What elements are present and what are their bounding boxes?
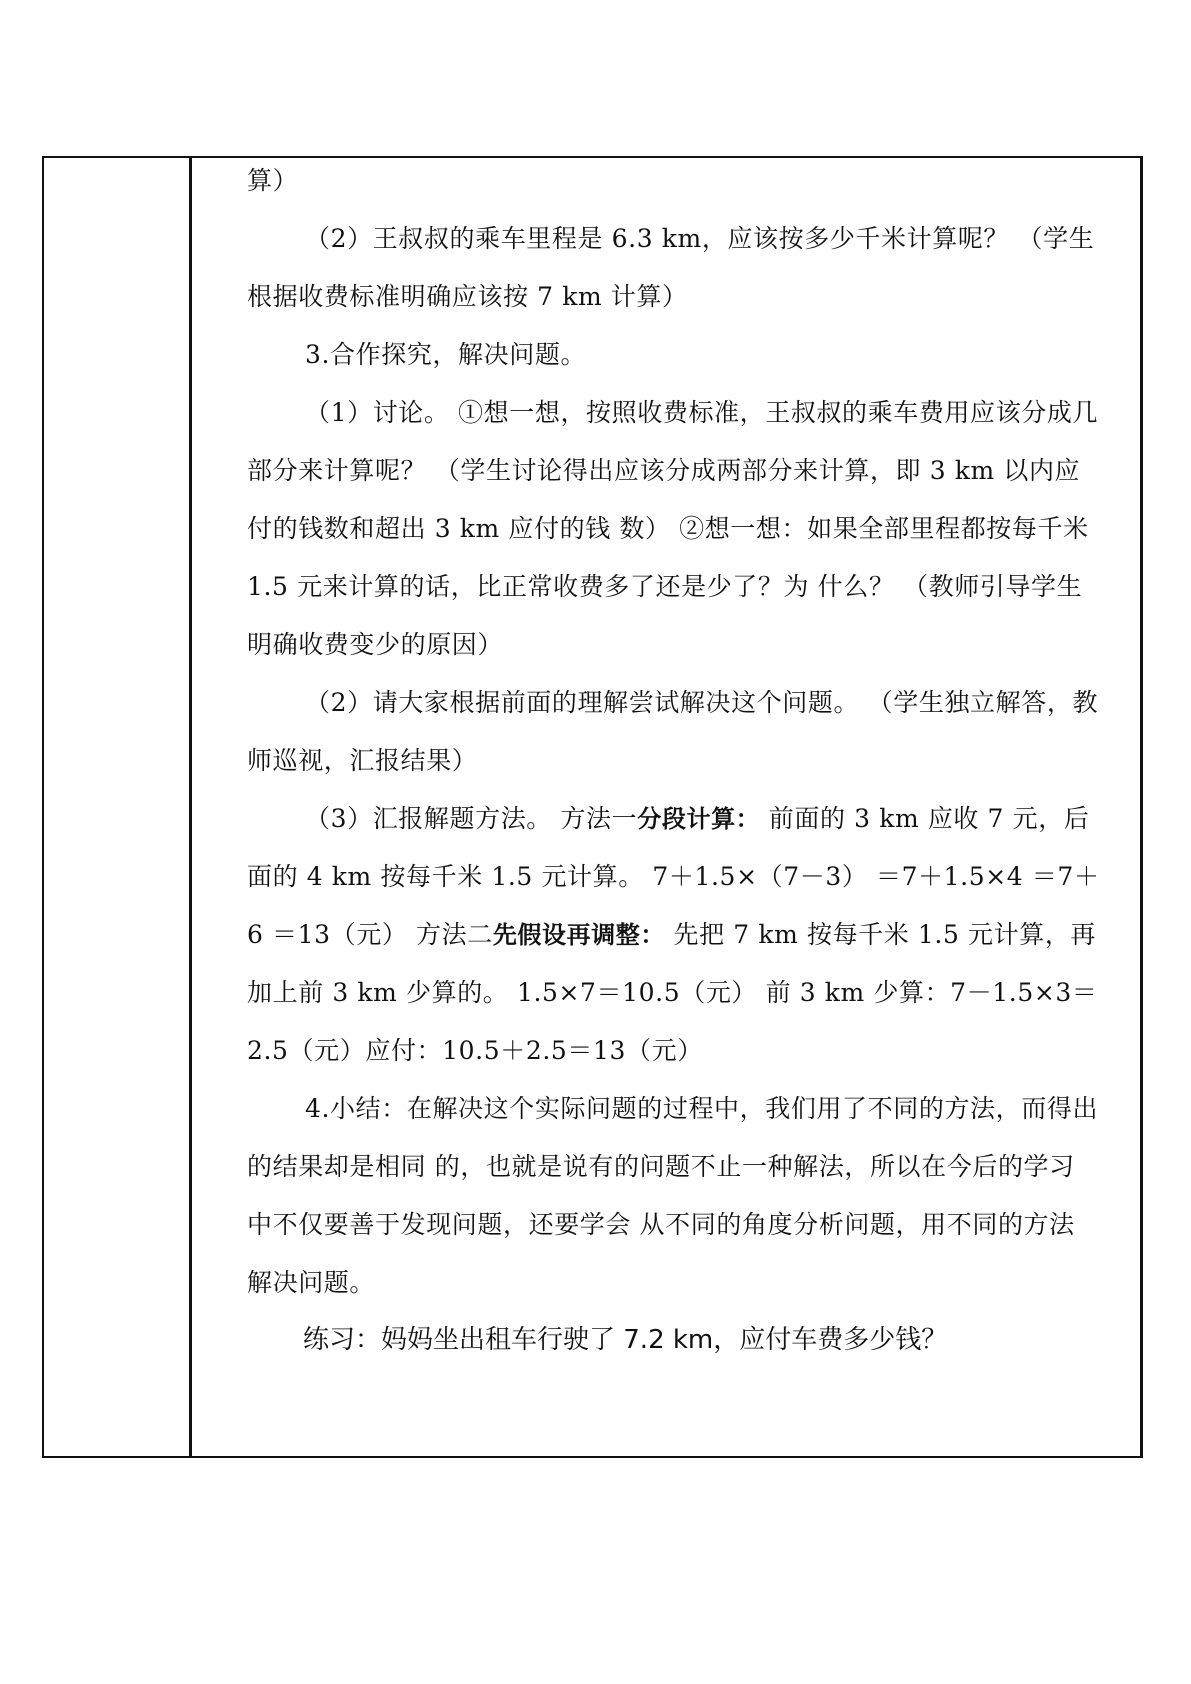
- lesson-table: [42, 156, 1143, 1458]
- text-line: （1）讨论。 ①想一想，按照收费标准，王叔叔的乘车费用应该分成几: [305, 398, 1099, 427]
- text-line: 付的钱数和超出 3 km 应付的钱 数） ②想一想：如果全部里程都按每千米: [247, 514, 1089, 543]
- left-column-cell: [44, 158, 192, 1456]
- text-line: （2）请大家根据前面的理解尝试解决这个问题。 （学生独立解答，教: [305, 688, 1099, 717]
- text-line: （2）王叔叔的乘车里程是 6.3 km，应该按多少千米计算呢？ （学生: [305, 224, 1095, 253]
- text-line: 师巡视，汇报结果）: [247, 746, 478, 775]
- text-line: 的结果却是相同 的，也就是说有的问题不止一种解法，所以在今后的学习: [247, 1152, 1075, 1181]
- method-two-title: 先假设再调整：: [492, 921, 666, 949]
- text-line: 面的 4 km 按每千米 1.5 元计算。 7＋1.5×（7－3） ＝7＋1.5×4 ＝7＋: [247, 862, 1100, 891]
- text-line: 根据收费标准明确应该按 7 km 计算）: [247, 282, 688, 311]
- text-line: 部分来计算呢？ （学生讨论得出应该分成两部分来计算，即 3 km 以内应: [247, 456, 1081, 485]
- method-two-prefix: 6 ＝13（元） 方法二: [247, 920, 493, 949]
- method-one-title: 分段计算：: [637, 805, 761, 833]
- text-line: 中不仅要善于发现问题，还要学会 从不同的角度分析问题，用不同的方法: [247, 1210, 1075, 1239]
- method-two-suffix: 先把 7 km 按每千米 1.5 元计算，再: [665, 920, 1097, 949]
- text-line: 明确收费变少的原因）: [247, 630, 504, 659]
- method-one-prefix: （3）汇报解题方法。 方法一: [305, 804, 638, 833]
- practice-question: 练习：妈妈坐出租车行驶了 7.2 km，应付车费多少钱？: [303, 1325, 948, 1355]
- text-line: 解决问题。: [247, 1268, 376, 1297]
- text-line: 加上前 3 km 少算的。 1.5×7＝10.5（元） 前 3 km 少算：7－1.5×3＝: [247, 978, 1098, 1007]
- text-line: 算）: [247, 166, 299, 195]
- method-one-line: [305, 804, 1089, 834]
- section-heading: 3.合作探究，解决问题。: [305, 340, 587, 369]
- summary-line: 4.小结：在解决这个实际问题的过程中，我们用了不同的方法，而得出: [305, 1094, 1099, 1123]
- method-one-suffix: 前面的 3 km 应收 7 元，后: [760, 804, 1090, 833]
- content-cell: [195, 158, 1140, 1456]
- method-two-line: [247, 920, 1096, 950]
- text-line: 1.5 元来计算的话，比正常收费多了还是少了？为 什么？ （教师引导学生: [247, 572, 1083, 601]
- text-line: 2.5（元）应付：10.5＋2.5＝13（元）: [247, 1036, 703, 1065]
